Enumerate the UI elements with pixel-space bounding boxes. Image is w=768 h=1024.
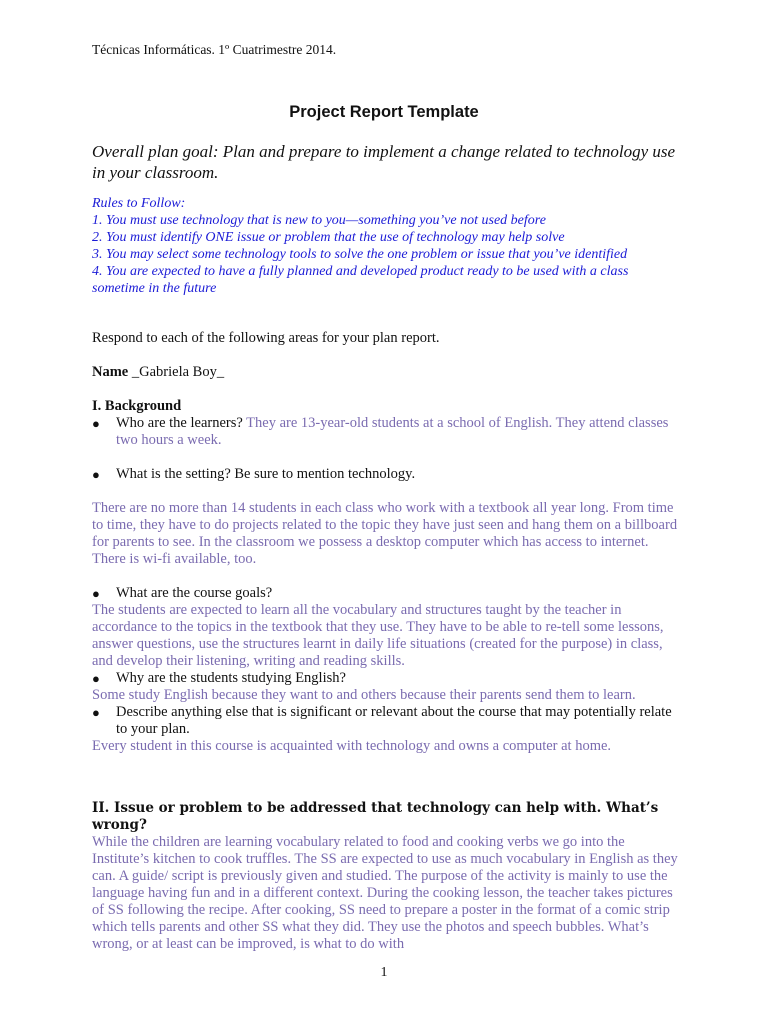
rule-item: 2. You must identify ONE issue or problem that the use of technology may help solve — [92, 230, 565, 245]
document-title: Project Report Template — [289, 103, 479, 121]
answer-goals: The students are expected to learn all the vocabulary and structures taught by the teacher in accordance to the topics in the textbook that they use. They have to be able to re-tell some lessons, answer questions, use the structures learnt in daily life situations (created for the purpose) in class, and develop their listening, writing and reading skills. — [92, 602, 664, 669]
name-value: _Gabriela Boy_ — [128, 364, 225, 380]
question-learners: Who are the learners? — [116, 415, 243, 431]
rules-heading: Rules to Follow: — [92, 196, 186, 211]
overall-goal: Overall plan goal: Plan and prepare to implement a change related to technology use in your classroom. — [92, 142, 676, 182]
rule-item: 1. You must use technology that is new to you—something you’ve not used before — [92, 213, 546, 228]
answer-learners: They are 13-year-old students at a school of English. They attend classes two hours a week. — [116, 415, 669, 448]
rules-list — [92, 195, 682, 297]
background-section — [92, 398, 682, 755]
background-heading: I. Background — [92, 398, 182, 414]
list-item — [92, 704, 682, 738]
list-item — [92, 466, 682, 483]
rule-item: 4. You are expected to have a fully planned and developed product ready to be used with a class sometime in the future — [92, 264, 629, 296]
bullet-icon: ● — [92, 586, 100, 601]
respond-instruction: Respond to each of the following areas for your plan report. — [92, 330, 440, 346]
issue-section — [92, 800, 682, 953]
question-why: Why are the students studying English? — [116, 670, 346, 686]
list-item — [92, 670, 682, 687]
issue-heading: II. Issue or problem to be addressed that technology can help with. What’s wrong? — [92, 800, 659, 833]
bullet-icon: ● — [92, 467, 100, 482]
name-label: Name — [92, 364, 129, 380]
question-else: Describe anything else that is significant or relevant about the course that may potentially relate to your plan. — [116, 704, 672, 737]
question-setting: What is the setting? Be sure to mention technology. — [116, 466, 416, 482]
answer-setting: There are no more than 14 students in each class who work with a textbook all year long. From time to time, they have to do projects related to the topic they have just seen and hang them on a billboard for parents to see. In the classroom we possess a desktop computer which has access to internet. There is wi-fi available, too. — [92, 500, 678, 567]
bullet-icon: ● — [92, 416, 100, 431]
bullet-icon: ● — [92, 705, 100, 720]
answer-else: Every student in this course is acquainted with technology and owns a computer at home. — [92, 738, 612, 754]
page-number: 1 — [380, 965, 388, 980]
name-line — [92, 364, 224, 381]
question-goals: What are the course goals? — [116, 585, 273, 601]
list-item — [92, 585, 682, 602]
answer-why: Some study English because they want to and others because their parents send them to learn. — [92, 687, 636, 703]
bullet-icon: ● — [92, 671, 100, 686]
issue-body: While the children are learning vocabulary related to food and cooking verbs we go into the Institute’s kitchen to cook truffles. The SS are expected to use as much vocabulary in English as they can. A guide/ script is previously given and studied. The purpose of the activity is mainly to use the language having fun and in a different context. During the cooking lesson, the teacher takes pictures of SS following the recipe. After cooking, SS need to prepare a poster in the format of a comic strip which tells parents and other SS what they did. They use the photos and speech bubbles. What’s wrong, or at least can be improved, is what to do with — [92, 834, 678, 952]
page-header: Técnicas Informáticas. 1º Cuatrimestre 2014. — [92, 42, 337, 57]
list-item — [92, 415, 682, 449]
rule-item: 3. You may select some technology tools to solve the one problem or issue that you’ve identified — [92, 247, 628, 262]
